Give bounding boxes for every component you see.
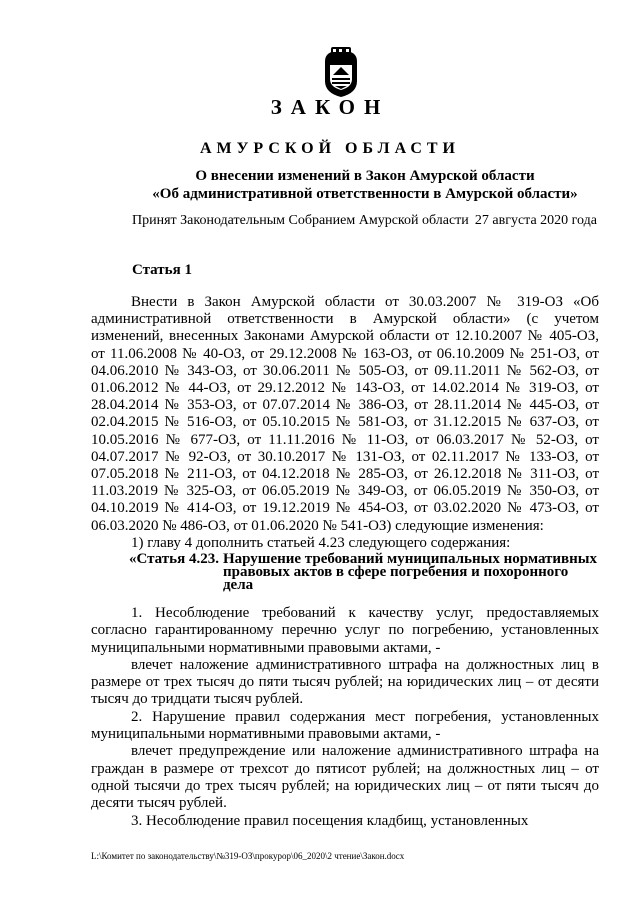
article-body [91, 294, 599, 592]
paragraph-1: 1. Несоблюдение требований к качеству услуг, предоставляемых согласно гарантированному перечню услуг по погребению, установленных муниципальными нормативными правовыми актами, - [91, 605, 599, 656]
adopted-date: 27 августа 2020 года [474, 213, 597, 228]
document-title: ЗАКОН [270, 95, 390, 119]
new-article-number: «Статья 4.23. [129, 551, 219, 568]
new-article-body [91, 605, 599, 830]
paragraph-2: 2. Нарушение правил содержания мест погребения, установленных муниципальными нормативными правовыми актами, - [91, 708, 599, 743]
law-subject [120, 167, 610, 203]
paragraph-1-penalty: влечет наложение административного штрафа на должностных лиц в размере от трех тысяч до пяти тысяч рублей; на юридических лиц – от десяти тысяч до тридцати тысяч рублей. [91, 656, 599, 708]
new-article-heading [91, 553, 599, 592]
article-heading: Статья 1 [132, 262, 192, 278]
file-path-footer: L:\Комитет по законодательству\№319-ОЗ\прокурор\06_2020\2 чтение\Закон.docx [91, 851, 405, 861]
subject-line-1: О внесении изменений в Закон Амурской области [195, 168, 535, 184]
adoption-line [132, 213, 597, 229]
paragraph-2-penalty: влечет предупреждение или наложение административного штрафа на граждан в размере от трехсот до пятисот рублей; на должностных лиц – от одной тысячи до трех тысяч рублей; на юридических лиц – от пяти тысяч до десяти тысяч рублей. [91, 743, 599, 812]
paragraph-3: 3. Несоблюдение правил посещения кладбищ, установленных [131, 812, 529, 829]
region-title: АМУРСКОЙ ОБЛАСТИ [200, 140, 460, 157]
adopted-by: Принят Законодательным Собранием Амурской области [132, 213, 469, 228]
coat-of-arms-emblem [319, 47, 363, 99]
amendment-item-1: 1) главу 4 дополнить статьей 4.23 следующего содержания: [131, 534, 511, 551]
subject-line-2: «Об административной ответственности в Амурской области» [152, 186, 578, 202]
new-article-title: Нарушение требований муниципальных нормативных правовых актов в сфере погребения и похоронного дела [222, 551, 598, 594]
article-intro: Внести в Закон Амурской области от 30.03.2007 № 319-ОЗ «Об административной ответственности в Амурской области» (с учетом изменений, внесенных Законами Амурской области от 12.10.2007 № 405-ОЗ, от 11.06.2008 № 40-ОЗ, от 29.12.2008 № 163-ОЗ, от 06.10.2009 № 251-ОЗ, от 04.06.2010 № 343-ОЗ, от 30.06.2011 № 505-ОЗ, от 09.11.2011 № 562-ОЗ, от 01.06.2012 № 44-ОЗ, от 29.12.2012 № 143-ОЗ, от 14.02.2014 № 319-ОЗ, от 28.04.2014 № 353-ОЗ, от 07.07.2014 № 386-ОЗ, от 28.11.2014 № 445-ОЗ, от 02.04.2015 № 516-ОЗ, от 05.10.2015 № 581-ОЗ, от 31.12.2015 № 637-ОЗ, от 10.05.2016 № 677-ОЗ, от 11.11.2016 № 11-ОЗ, от 06.03.2017 № 52-ОЗ, от 04.07.2017 № 92-ОЗ, от 30.10.2017 № 131-ОЗ, от 02.11.2017 № 133-ОЗ, от 07.05.2018 № 211-ОЗ, от 04.12.2018 № 285-ОЗ, от 26.12.2018 № 311-ОЗ, от 11.03.2019 № 325-ОЗ, от 06.05.2019 № 349-ОЗ, от 06.05.2019 № 350-ОЗ, от 04.10.2019 № 414-ОЗ, от 19.12.2019 № 454-ОЗ, от 03.02.2020 № 473-ОЗ, от 06.03.2020 № 486-ОЗ, от 01.06.2020 № 541-ОЗ) следующие изменения: [91, 294, 599, 534]
